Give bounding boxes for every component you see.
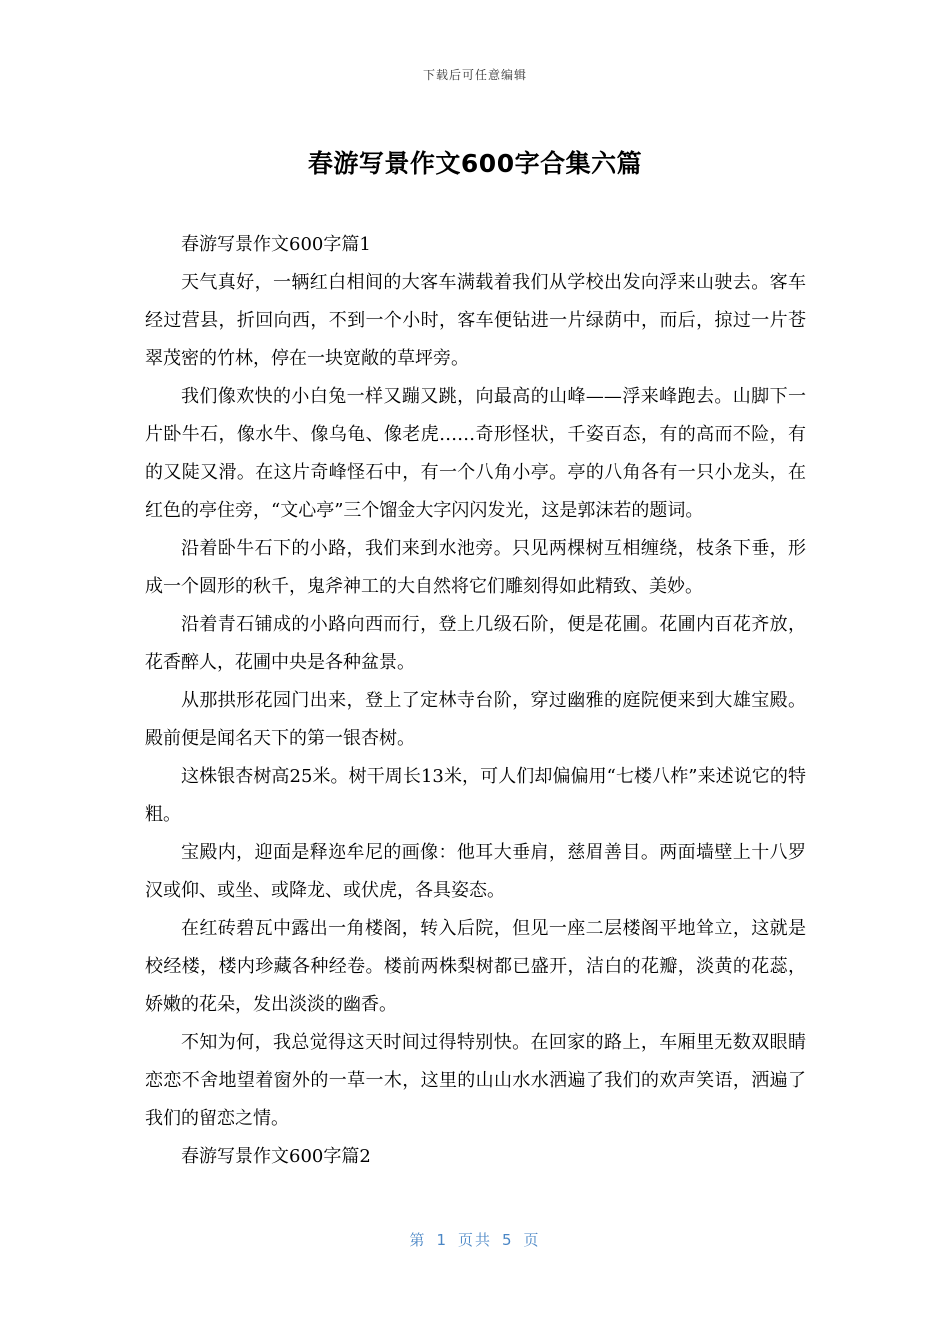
document-body xyxy=(145,226,806,1176)
section-heading-1: 春游写景作文600字篇1 xyxy=(181,234,371,255)
page-footer xyxy=(0,1229,950,1250)
paragraph: 在红砖碧瓦中露出一角楼阁，转入后院，但见一座二层楼阁平地耸立，这就是校经楼，楼内珍藏各种经卷。楼前两株梨树都已盛开，洁白的花瓣，淡黄的花蕊，娇嫩的花朵，发出淡淡的幽香。 xyxy=(145,918,806,1015)
paragraph: 沿着青石铺成的小路向西而行，登上几级石阶，便是花圃。花圃内百花齐放，花香醉人，花圃中央是各种盆景。 xyxy=(145,614,806,673)
footer-prefix: 第 xyxy=(409,1231,427,1249)
current-page-number: 1 xyxy=(436,1231,448,1249)
paragraph: 宝殿内，迎面是释迩牟尼的画像：他耳大垂肩，慈眉善目。两面墙壁上十八罗汉或仰、或坐、或降龙、或伏虎，各具姿态。 xyxy=(145,842,806,901)
total-page-number: 5 xyxy=(502,1231,514,1249)
paragraph: 不知为何，我总觉得这天时间过得特别快。在回家的路上，车厢里无数双眼睛恋恋不舍地望着窗外的一草一木，这里的山山水水洒遍了我们的欢声笑语，洒遍了我们的留恋之情。 xyxy=(145,1032,806,1129)
paragraph: 沿着卧牛石下的小路，我们来到水池旁。只见两棵树互相缠绕，枝条下垂，形成一个圆形的秋千，鬼斧神工的大自然将它们雕刻得如此精致、美妙。 xyxy=(145,538,806,597)
paragraph: 天气真好，一辆红白相间的大客车满载着我们从学校出发向浮来山驶去。客车经过营县，折回向西，不到一个小时，客车便钻进一片绿荫中，而后，掠过一片苍翠茂密的竹林，停在一块宽敞的草坪旁。 xyxy=(145,272,806,369)
page-title: 春游写景作文600字合集六篇 xyxy=(307,149,643,178)
paragraph: 从那拱形花园门出来，登上了定林寺台阶，穿过幽雅的庭院便来到大雄宝殿。殿前便是闻名天下的第一银杏树。 xyxy=(145,690,806,749)
section-heading-2: 春游写景作文600字篇2 xyxy=(181,1146,371,1167)
footer-suffix: 页 xyxy=(523,1231,541,1249)
page-header: 下载后可任意编辑 xyxy=(422,68,527,82)
footer-middle: 页共 xyxy=(457,1231,492,1249)
paragraph: 这株银杏树高25米。树干周长13米，可人们却偏偏用“七楼八柞”来述说它的特粗。 xyxy=(145,766,806,825)
paragraph: 我们像欢快的小白兔一样又蹦又跳，向最高的山峰——浮来峰跑去。山脚下一片卧牛石，像水牛、像乌龟、像老虎……奇形怪状，千姿百态，有的高而不险，有的又陡又滑。在这片奇峰怪石中，有一个八角小亭。亭的八角各有一只小龙头，在红色的亭住旁，“文心亭”三个馏金大字闪闪发光，这是郭沫若的题词。 xyxy=(145,386,806,521)
